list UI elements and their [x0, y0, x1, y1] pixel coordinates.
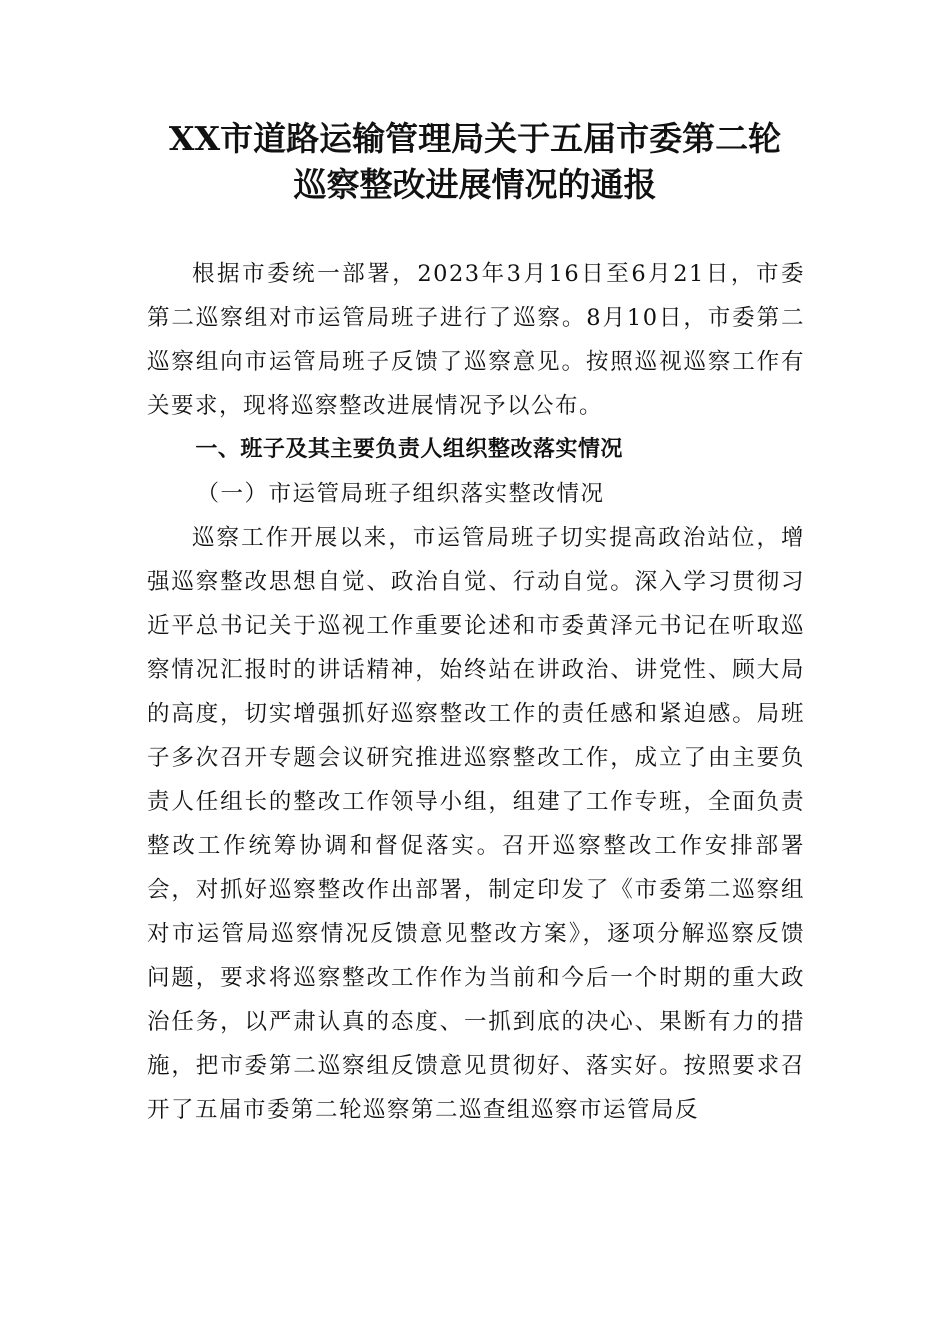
title-line-2: 巡察整改进展情况的通报	[293, 165, 657, 204]
subsection-heading-1: （一）市运管局班子组织落实整改情况	[196, 481, 605, 507]
intro-paragraph: 根据市委统一部署，2023年3月16日至6月21日，市委第二巡察组对市运管局班子进行了巡察。8月10日，市委第二巡察组向市运管局班子反馈了巡察意见。按照巡视巡察工作有关要求，现将巡察整改进展情况予以公布。	[147, 261, 805, 419]
title-line-1: XX市道路运输管理局关于五届市委第二轮	[168, 119, 782, 158]
document-body	[147, 252, 805, 1132]
document-title	[120, 116, 830, 208]
subsection-1-paragraph: 巡察工作开展以来，市运管局班子切实提高政治站位，增强巡察整改思想自觉、政治自觉、行动自觉。深入学习贯彻习近平总书记关于巡视工作重要论述和市委黄泽元书记在听取巡察情况汇报时的讲话精神，始终站在讲政治、讲党性、顾大局的高度，切实增强抓好巡察整改工作的责任感和紧迫感。局班子多次召开专题会议研究推进巡察整改工作，成立了由主要负责人任组长的整改工作领导小组，组建了工作专班，全面负责整改工作统筹协调和督促落实。召开巡察整改工作安排部署会，对抓好巡察整改作出部署，制定印发了《市委第二巡察组对市运管局巡察情况反馈意见整改方案》，逐项分解巡察反馈问题，要求将巡察整改工作作为当前和今后一个时期的重大政治任务，以严肃认真的态度、一抓到底的决心、果断有力的措施，把市委第二巡察组反馈意见贯彻好、落实好。按照要求召开了五届市委第二轮巡察第二巡查组巡察市运管局反	[147, 525, 805, 1123]
section-heading-1: 一、班子及其主要负责人组织整改落实情况	[195, 437, 623, 462]
